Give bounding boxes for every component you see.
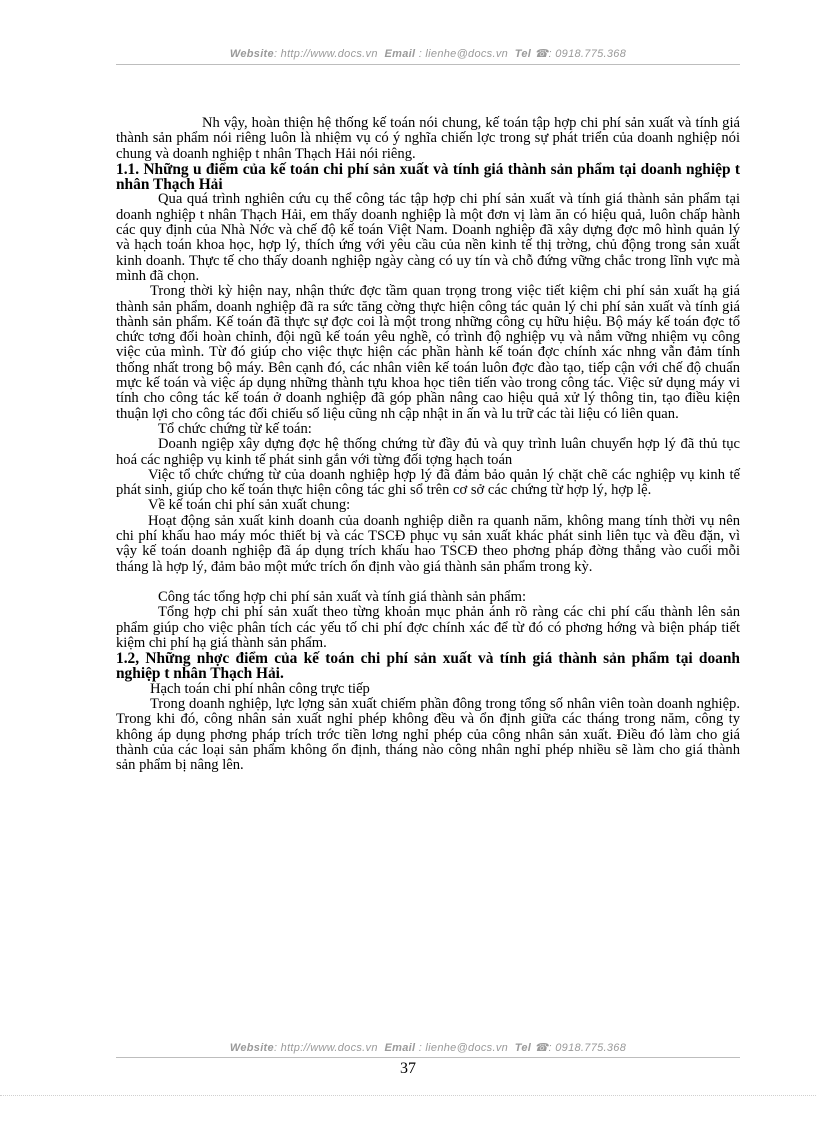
footer-divider (116, 1057, 740, 1058)
paragraph-7: Tổng hợp chi phí sản xuất theo từng khoản mục phản ánh rõ ràng các chi phí cấu thành lên sản phẩm giúp cho việc phân tích các yếu tố chi phí đợc chính xác để từ đó có phơng hớng và biện pháp tiết kiệm chi phí hạ giá thành sản phẩm. (116, 604, 740, 651)
website-label-footer: Website (229, 1042, 274, 1054)
blank-line (116, 575, 740, 590)
section-heading-1-2: 1.2, Những nhợc điểm của kế toán chi phí sản xuất và tính giá thành sản phẩm tại doanh nghiệp t nhân Thạch Hải. (116, 650, 740, 683)
email-value: : lienhe@docs.vn (418, 48, 509, 60)
email-label-footer: Email (384, 1042, 416, 1054)
subheading-nhan-cong: Hạch toán chi phí nhân công trực tiếp (150, 680, 370, 697)
paragraph-2: Qua quá trình nghiên cứu cụ thể công tác tập hợp chi phí sản xuất và tính giá thành sản phẩm tại doanh nghiệp t nhân Thạch Hải, em thấy doanh nghiệp là một đơn vị làm ăn có hiệu quả, luôn chấp hành các quy định của Nhà Nớc và chế độ kế toán Việt Nam. Doanh nghiệp đã xây dựng đợc mô hình quản lý và hạch toán khoa học, hợp lý, thích ứng với yêu cầu của nền kinh tế thị trờng, chủ động trong sản xuất kinh doanh. Thực tế cho thấy doanh nghiệp ngày càng có uy tín và chỗ đứng vững chắc trong lĩnh vực mà mình đã chọn. (116, 191, 740, 284)
subheading-tong-hop: Công tác tổng hợp chi phí sản xuất và tính giá thành sản phẩm: (158, 588, 527, 605)
paragraph-3: Trong thời kỳ hiện nay, nhận thức đợc tầm quan trọng trong việc tiết kiệm chi phí sản xuất hạ giá thành sản phẩm, doanh nghiệp đã ra sức tăng cờng thực hiện công tác quản lý chi phí sản xuất và tính giá thành sản phẩm. Kế toán đã thực sự đợc coi là một trong những công cụ hữu hiệu. Bộ máy kế toán đợc tổ chức tơng đối hoàn chỉnh, đội ngũ kế toán yêu nghề, có trình độ nghiệp vụ và nắm vững nhiệm vụ công việc của mình. Từ đó giúp cho việc thực hiện các phần hành kế toán đợc chính xác nhng vẫn đảm tính thống nhất trong bộ máy. Bên cạnh đó, các nhân viên kế toán luôn đợc đào tạo, tiếp cận với chế độ chuẩn mực kế toán và việc áp dụng những thành tựu khoa học tiên tiến vào trong công tác. Việc sử dụng máy vi tính cho công tác kế toán ở doanh nghiệp đã góp phần nâng cao hiệu quả xử lý thông tin, tạo điều kiện thuận lợi cho công tác đối chiếu số liệu cũng nh cập nhật in ấn và lu trữ các tài liệu có liên quan. (116, 283, 740, 422)
paragraph-8: Trong doanh nghiệp, lực lợng sản xuất chiếm phần đông trong tổng số nhân viên toàn doanh nghiệp. Trong khi đó, công nhân sản xuất nghỉ phép không đều và ổn định giữa các tháng trong năm, công ty không áp dụng phơng pháp trích trớc tiền lơng nghỉ phép của công nhân sản xuất. Điều đó làm cho giá thành của các loại sản phẩm không ổn định, tháng nào công nhân nghỉ phép nhiều sẽ làm cho giá thành sản phẩm bị nâng lên. (116, 695, 740, 774)
tel-label-footer: Tel (514, 1042, 532, 1054)
tel-value: ☎: 0918.775.368 (534, 48, 627, 60)
website-value: : http://www.docs.vn (273, 48, 378, 60)
subheading-chung-tu: Tổ chức chứng từ kế toán: (158, 420, 312, 437)
header-divider (116, 64, 740, 65)
website-label: Website (229, 48, 274, 60)
paragraph-6: Hoạt động sản xuất kinh doanh của doanh nghiệp diễn ra quanh năm, không mang tính thời vụ nên chi phí khấu hao máy móc thiết bị và các TSCĐ phục vụ sản xuất khác phát sinh liên tục và đều đặn, vì vậy kế toán doanh nghiệp đã áp dụng trích khấu hao TSCĐ theo phơng pháp đờng thẳng vào cuối mỗi tháng là hợp lý, đảm bảo một mức trích ổn định vào giá thành sản phẩm trong kỳ. (116, 512, 740, 575)
page-footer (116, 1041, 740, 1054)
page-number: 37 (400, 1060, 416, 1077)
tel-value-footer: ☎: 0918.775.368 (534, 1042, 627, 1054)
section-heading-1-1: 1.1. Những u điểm của kế toán chi phí sản xuất và tính giá thành sản phẩm tại doanh nghiệp t nhân Thạch Hải (116, 160, 740, 194)
paragraph-5: Việc tổ chức chứng từ của doanh nghiệp hợp lý đã đảm bảo quản lý chặt chẽ các nghiệp vụ kinh tế phát sinh, giúp cho kế toán thực hiện công tác ghi sổ trên cơ sở các chứng từ hợp lý, hợp lệ. (116, 466, 740, 499)
paragraph-4: Doanh ngiệp xây dựng đợc hệ thống chứng từ đầy đủ và quy trình luân chuyển hợp lý đã thủ tục hoá các nghiệp vụ kinh tế phát sinh gắn với từng đối tợng hạch toán (116, 436, 740, 468)
document-body (116, 116, 740, 773)
website-value-footer: : http://www.docs.vn (273, 1042, 378, 1054)
email-value-footer: : lienhe@docs.vn (418, 1042, 509, 1054)
page-boundary (0, 1095, 816, 1096)
subheading-chi-phi-chung: Về kế toán chi phí sản xuất chung: (148, 497, 351, 514)
email-label: Email (384, 48, 416, 60)
page-header (116, 47, 740, 60)
tel-label: Tel (514, 48, 532, 60)
paragraph-intro: Nh vậy, hoàn thiện hệ thống kế toán nói chung, kế toán tập hợp chi phí sản xuất và tính giá thành sản phẩm nói riêng luôn là nhiệm vụ có ý nghĩa chiến lợc trong sự phát triển của doanh nghiệp nói chung và doanh nghiệp t nhân Thạch Hải nói riêng. (116, 115, 740, 162)
